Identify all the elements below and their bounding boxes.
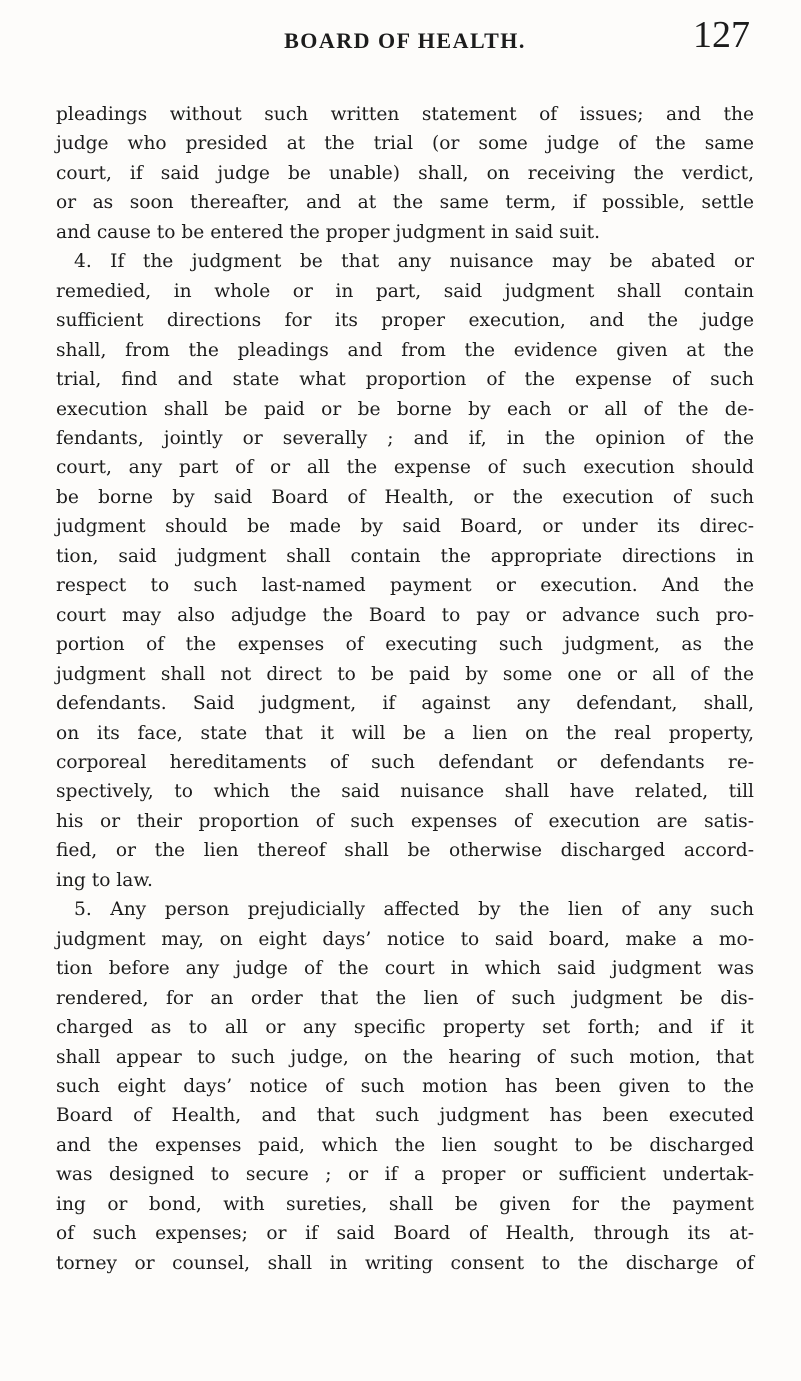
text-line: or as soon thereafter, and at the same term, if possible, settle [56,192,754,214]
text-line: court may also adjudge the Board to pay or advance such pro- [56,604,754,626]
page-number: 127 [693,14,750,56]
text-line: judgment shall not direct to be paid by some one or all of the [56,663,754,685]
text-line: pleadings without such written statement of issues; and the [56,104,754,125]
text-line: shall appear to such judge, on the hearing of such motion, that [56,1046,754,1068]
text-line: on its face, state that it will be a lien on the real property, [56,722,754,744]
body-text [56,100,754,1278]
text-line: corporeal hereditaments of such defendant or defendants re- [56,751,754,773]
text-line: fied, or the lien thereof shall be otherwise discharged accord- [56,840,754,862]
text-line: and the expenses paid, which the lien sought to be discharged [56,1134,754,1156]
text-line: 5. Any person prejudicially affected by the lien of any such [74,899,754,921]
text-line: ing or bond, with sureties, shall be given for the payment [56,1193,754,1215]
text-line: such eight days’ notice of such motion has been given to the [56,1075,754,1097]
text-line: be borne by said Board of Health, or the execution of such [56,486,754,508]
text-line: execution shall be paid or be borne by each or all of the de- [56,398,754,420]
text-line: his or their proportion of such expenses of execution are satis- [56,810,754,832]
text-line: sufficient directions for its proper execution, and the judge [56,310,754,332]
text-line: shall, from the pleadings and from the evidence given at the [56,339,754,361]
text-line: ing to law. [56,869,153,891]
text-line: spectively, to which the said nuisance shall have related, till [56,781,754,803]
text-line: charged as to all or any specific property set forth; and if it [56,1017,754,1039]
text-line: judge who presided at the trial (or some judge of the same [56,133,754,155]
text-line: judgment may, on eight days’ notice to said board, make a mo- [56,928,754,950]
text-line: judgment should be made by said Board, or under its direc- [56,516,754,538]
text-line: and cause to be entered the proper judgment in said suit. [56,221,601,243]
running-title: BOARD OF HEALTH. [284,28,526,53]
text-line: court, any part of or all the expense of such execution should [56,457,754,479]
text-line: trial, find and state what proportion of the expense of such [56,369,754,391]
text-line: torney or counsel, shall in writing consent to the discharge of [56,1252,754,1274]
text-line: was designed to secure ; or if a proper or sufficient undertak- [56,1164,754,1186]
text-line: remedied, in whole or in part, said judgment shall contain [56,280,754,302]
text-line: defendants. Said judgment, if against any defendant, shall, [56,693,754,715]
text-line: Board of Health, and that such judgment has been executed [56,1105,754,1127]
text-line: fendants, jointly or severally ; and if, in the opinion of the [56,427,754,449]
text-line: of such expenses; or if said Board of Health, through its at- [56,1223,754,1245]
text-line: rendered, for an order that the lien of such judgment be dis- [56,987,754,1009]
running-head [60,16,750,66]
text-line: tion before any judge of the court in which said judgment was [56,958,754,980]
text-line: portion of the expenses of executing such judgment, as the [56,634,754,656]
text-line: court, if said judge be unable) shall, on receiving the verdict, [56,162,754,184]
text-line: tion, said judgment shall contain the appropriate directions in [56,545,754,567]
text-line: 4. If the judgment be that any nuisance may be abated or [74,251,754,273]
text-line: respect to such last-named payment or execution. And the [56,575,754,597]
